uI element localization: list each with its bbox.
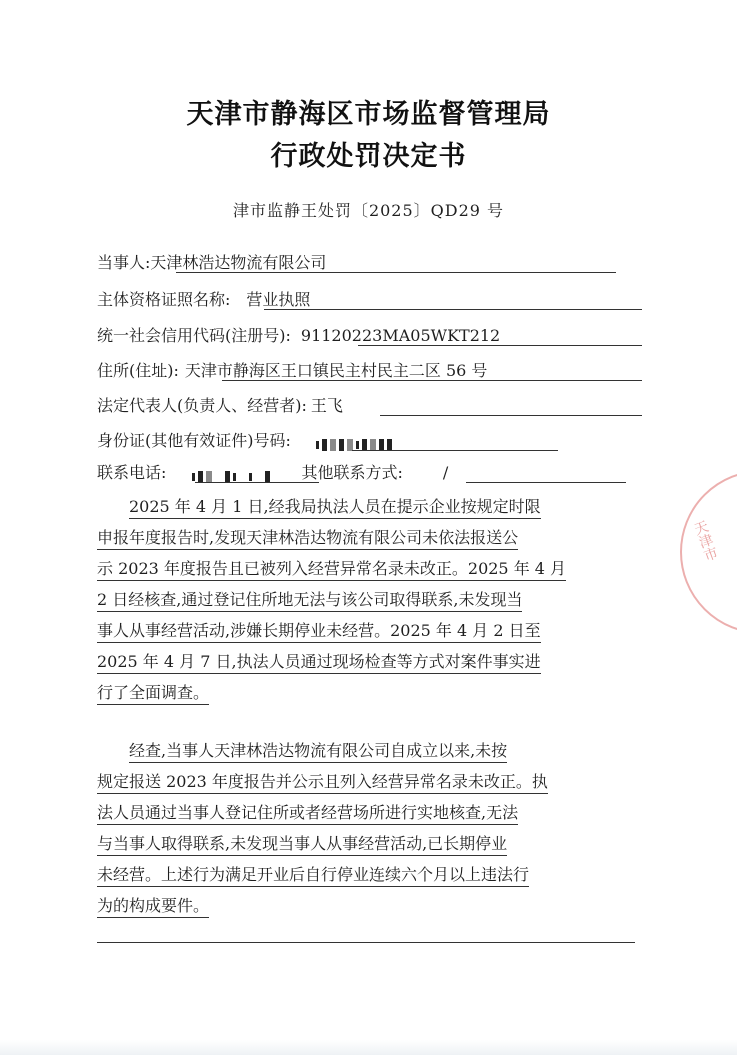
phone-underline: [195, 482, 319, 483]
id-number-underline: [352, 450, 558, 451]
other-contact-label: 其他联系方式:: [301, 463, 403, 482]
other-contact-underline: [466, 482, 626, 483]
paragraph-investigation: [97, 735, 642, 921]
credit-code-label: 统一社会信用代码(注册号):: [97, 326, 291, 345]
seal-text: 天津市: [690, 518, 720, 564]
paragraph-line: 2 日经核查,通过登记住所地无法与该公司取得联系,未发现当: [97, 584, 642, 615]
id-number-label: 身份证(其他有效证件)号码:: [97, 431, 291, 450]
redacted-phone-mask: [192, 467, 302, 481]
other-contact-value: /: [442, 463, 449, 482]
credit-code-value: 91120223MA05WKT212: [300, 326, 501, 345]
paragraph-line: 事人从事经营活动,涉嫌长期停业未经营。2025 年 4 月 2 日至: [97, 615, 642, 646]
party-label: 当事人:: [97, 253, 151, 272]
license-value: 营业执照: [246, 290, 311, 309]
phone-label: 联系电话:: [97, 463, 167, 482]
paragraph-line: 2025 年 4 月 1 日,经我局执法人员在提示企业按规定时限: [97, 491, 642, 522]
id-number-field: [97, 428, 395, 454]
paragraph-line: 申报年度报告时,发现天津林浩达物流有限公司未依法报送公: [97, 522, 642, 553]
address-underline: [222, 380, 642, 381]
address-label: 住所(住址):: [97, 361, 179, 380]
document-title-type: 行政处罚决定书: [270, 141, 467, 172]
paragraph-line: 2025 年 4 月 7 日,执法人员通过现场检查等方式对案件事实进: [97, 646, 642, 677]
redacted-id-mask: [316, 435, 395, 449]
paragraph-line: 经查,当事人天津林浩达物流有限公司自成立以来,未按: [97, 735, 642, 766]
bottom-rule: [97, 942, 635, 943]
scan-edge: [0, 1040, 737, 1055]
paragraph-line: 行了全面调查。: [97, 677, 642, 708]
document-title-agency: 天津市静海区市场监督管理局: [186, 99, 551, 130]
paragraph-line: 示 2023 年度报告且已被列入经营异常名录未改正。2025 年 4 月: [97, 553, 642, 584]
paragraph-line: 为的构成要件。: [97, 890, 642, 921]
document-number: 津市监静王处罚〔2025〕QD29 号: [232, 201, 505, 220]
license-underline: [264, 309, 642, 310]
license-label: 主体资格证照名称:: [97, 290, 231, 309]
legal-rep-underline: [380, 415, 642, 416]
party-underline: [176, 272, 616, 273]
paragraph-line: 未经营。上述行为满足开业后自行停业连续六个月以上违法行: [97, 859, 642, 890]
legal-rep-value: 王飞: [310, 396, 343, 415]
party-value: 天津林浩达物流有限公司: [150, 253, 327, 272]
paragraph-findings: [97, 491, 642, 708]
paragraph-line: 法人员通过当事人登记住所或者经营场所进行实地核查,无法: [97, 797, 642, 828]
legal-rep-label: 法定代表人(负责人、经营者):: [97, 396, 307, 415]
address-value: 天津市静海区王口镇民主村民主二区 56 号: [184, 361, 488, 380]
paragraph-line: 规定报送 2023 年度报告并公示且列入经营异常名录未改正。执: [97, 766, 642, 797]
legal-rep-field: [97, 393, 343, 419]
credit-code-underline: [358, 345, 642, 346]
paragraph-line: 与当事人取得联系,未发现当事人从事经营活动,已长期停业: [97, 828, 642, 859]
